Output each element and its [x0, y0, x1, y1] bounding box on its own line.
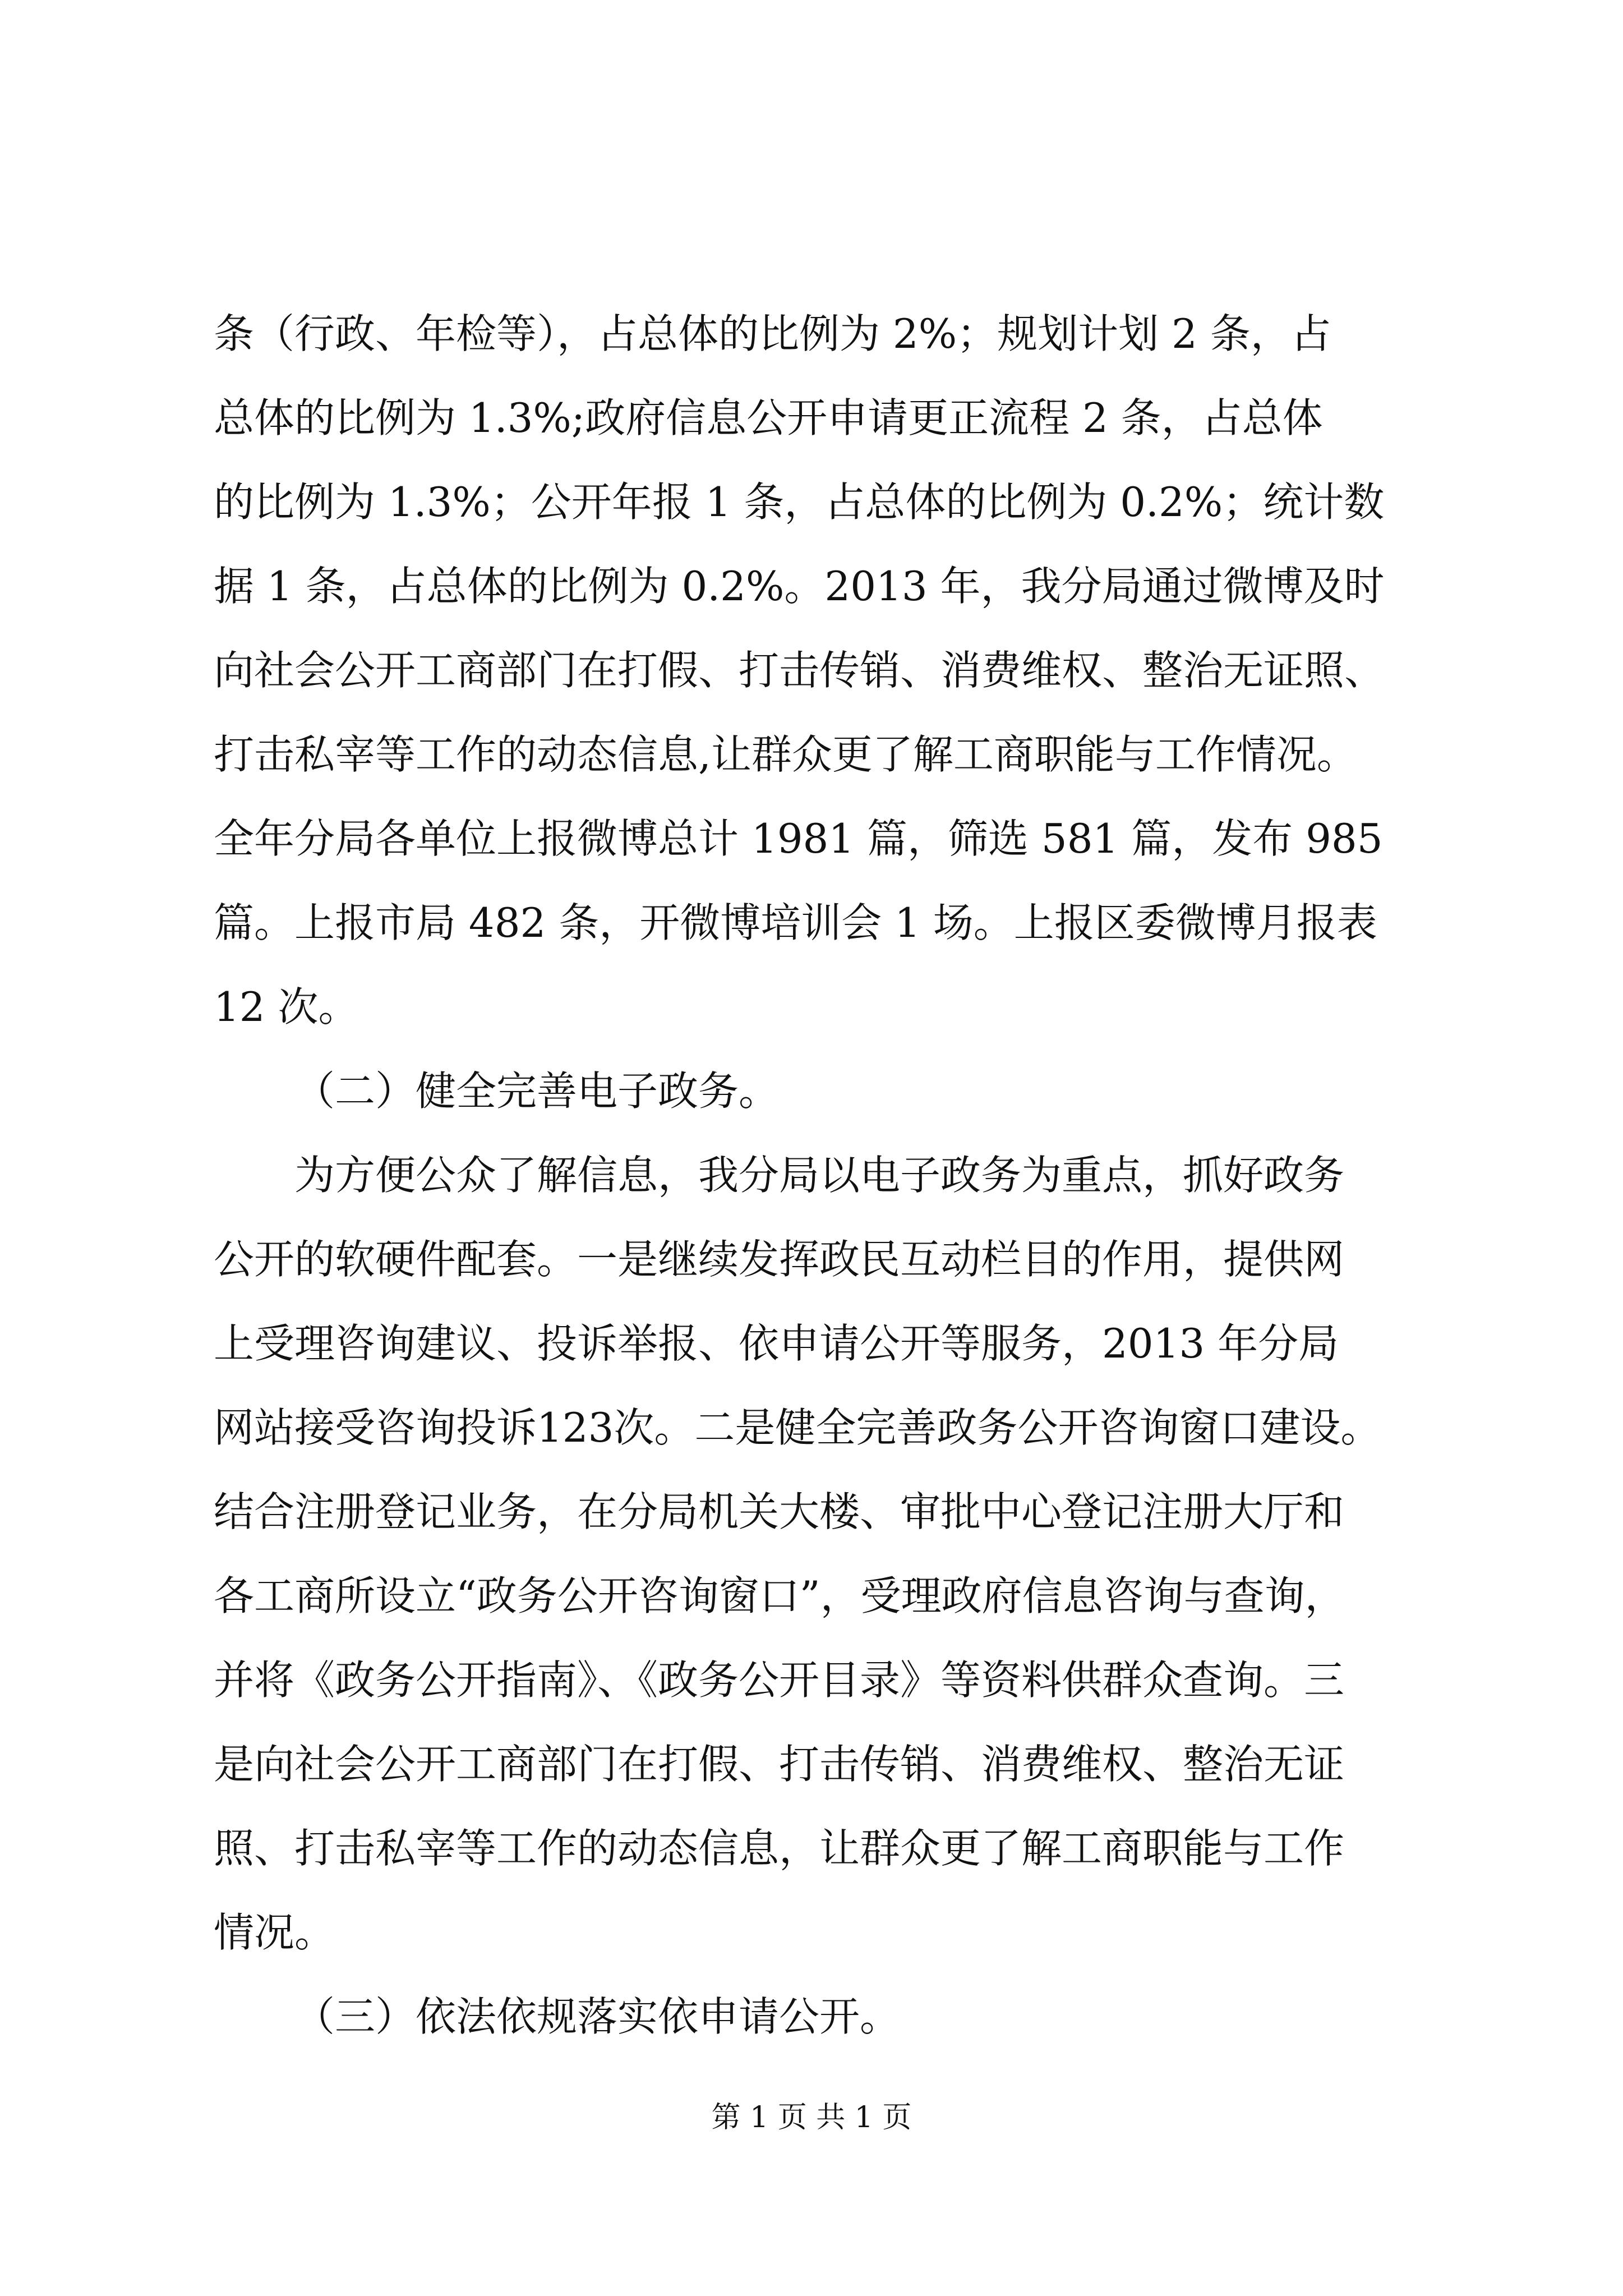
text-line: 条（行政、年检等），占总体的比例为 2%；规划计划 2 条，占 — [214, 310, 1331, 357]
text-line: 向社会公开工商部门在打假、打击传销、消费维权、整治无证照、 — [214, 647, 1385, 694]
text-line: 结合注册登记业务，在分局机关大楼、审批中心登记注册大厅和 — [214, 1488, 1345, 1535]
text-line: 网站接受咨询投诉123次。二是健全完善政务公开咨询窗口建设。 — [214, 1404, 1381, 1451]
page-footer: 第 1 页 共 1 页 — [711, 2101, 912, 2134]
text-line: 全年分局各单位上报微博总计 1981 篇，筛选 581 篇，发布 985 — [214, 815, 1383, 862]
section-heading-3: （三）依法依规落实依申请公开。 — [294, 1993, 901, 2040]
text-line: 的比例为 1.3%；公开年报 1 条，占总体的比例为 0.2%；统计数 — [214, 478, 1385, 526]
text-line: 12 次。 — [214, 983, 359, 1030]
document-body — [214, 292, 1419, 2059]
text-line: 照、打击私宰等工作的动态信息，让群众更了解工商职能与工作 — [214, 1825, 1345, 1872]
text-line: 篇。上报市局 482 条，开微博培训会 1 场。上报区委微博月报表 — [214, 899, 1377, 946]
text-line: 据 1 条，占总体的比例为 0.2%。2013 年，我分局通过微博及时 — [214, 563, 1385, 610]
text-line: 各工商所设立“政务公开咨询窗口”，受理政府信息咨询与查询， — [214, 1572, 1345, 1619]
text-line: 情况。 — [214, 1909, 335, 1956]
text-line: 是向社会公开工商部门在打假、打击传销、消费维权、整治无证 — [214, 1741, 1345, 1788]
paragraph-first-line: 为方便公众了解信息，我分局以电子政务为重点，抓好政务 — [294, 1152, 1345, 1199]
section-heading-2: （二）健全完善电子政务。 — [294, 1068, 780, 1115]
text-line: 上受理咨询建议、投诉举报、依申请公开等服务，2013 年分局 — [214, 1320, 1339, 1367]
text-line: 总体的比例为 1.3%;政府信息公开申请更正流程 2 条，占总体 — [214, 394, 1323, 441]
text-line: 并将《政务公开指南》、《政务公开目录》等资料供群众查询。三 — [214, 1657, 1345, 1704]
text-line: 打击私宰等工作的动态信息,让群众更了解工商职能与工作情况。 — [214, 731, 1357, 778]
text-line: 公开的软硬件配套。一是继续发挥政民互动栏目的作用，提供网 — [214, 1236, 1345, 1283]
